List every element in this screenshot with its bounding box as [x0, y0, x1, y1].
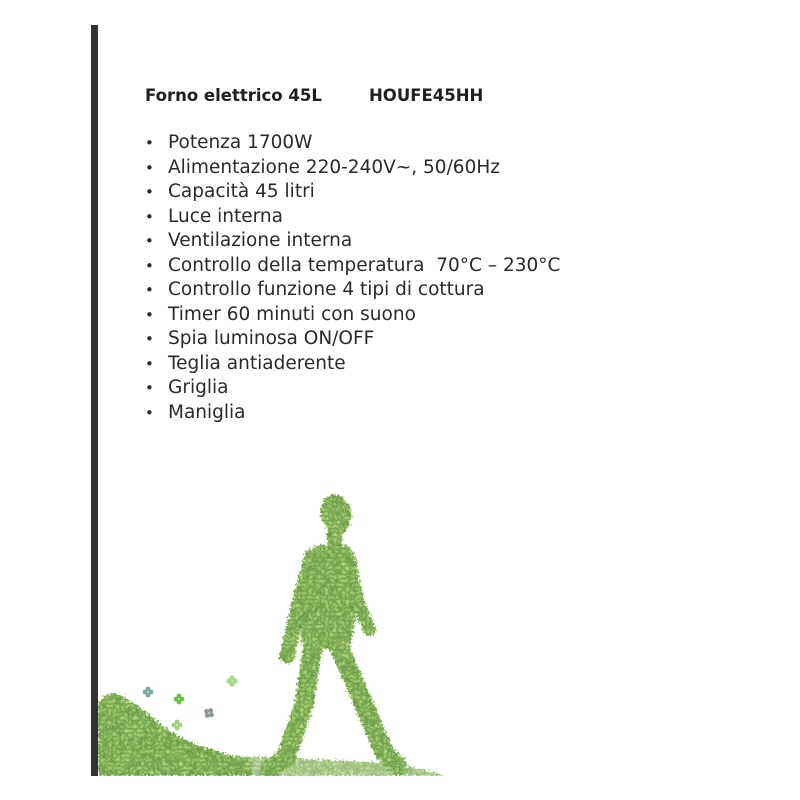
- feature-list: [145, 131, 560, 425]
- feature-text: Luce interna: [168, 205, 283, 227]
- feature-text: Timer 60 minuti con suono: [168, 303, 416, 325]
- clover-icon: [172, 720, 183, 731]
- bullet-icon: [145, 303, 155, 328]
- leaf-walker-illustration: [98, 470, 468, 776]
- model-code: HOUFE45HH: [369, 86, 484, 105]
- bullet-icon: [145, 131, 155, 156]
- figure-torso: [300, 545, 358, 650]
- bullet-icon: [145, 180, 155, 205]
- list-item: [145, 180, 560, 205]
- list-item: [145, 401, 560, 426]
- bullet-icon: [145, 327, 155, 352]
- feature-text: Potenza 1700W: [168, 132, 313, 153]
- feature-text: Griglia: [168, 377, 229, 398]
- bullet-icon: [145, 254, 155, 279]
- feature-text: Controllo della temperatura 70°C – 230°C: [168, 254, 561, 276]
- figure-neck: [327, 528, 342, 550]
- clover-icon: [143, 687, 154, 698]
- bullet-icon: [145, 376, 155, 401]
- feature-text: Alimentazione 220-240V~, 50/60Hz: [168, 156, 500, 178]
- list-item: [145, 278, 560, 303]
- bullet-icon: [145, 229, 155, 254]
- feature-text: Capacità 45 litri: [168, 181, 315, 202]
- bullet-icon: [145, 352, 155, 377]
- list-item: [145, 229, 560, 254]
- left-margin-bar: [91, 25, 98, 776]
- figure-back-arm: [287, 556, 312, 656]
- grass-strip: [150, 756, 446, 776]
- product-heading: [145, 86, 505, 106]
- clover-icon: [174, 694, 185, 705]
- list-item: [145, 376, 560, 401]
- list-item: [145, 303, 560, 328]
- feature-text: Spia luminosa ON/OFF: [168, 328, 375, 349]
- list-item: [145, 352, 560, 377]
- feature-text: Controllo funzione 4 tipi di cottura: [168, 279, 485, 300]
- bullet-icon: [145, 205, 155, 230]
- bullet-icon: [145, 278, 155, 303]
- bullet-icon: [145, 156, 155, 181]
- list-item: [145, 205, 560, 230]
- clover-icon: [226, 675, 237, 686]
- bush-mound: [98, 693, 252, 776]
- product-name: Forno elettrico 45L: [145, 86, 322, 105]
- list-item: [145, 254, 560, 279]
- figure-front-arm: [348, 556, 369, 630]
- feature-text: Teglia antiaderente: [168, 352, 346, 374]
- figure-front-leg: [336, 640, 398, 766]
- clover-icon: [201, 705, 216, 720]
- bullet-icon: [145, 401, 155, 426]
- figure-back-leg: [270, 640, 314, 770]
- feature-text: Ventilazione interna: [168, 230, 353, 251]
- list-item: [145, 131, 560, 156]
- list-item: [145, 327, 560, 352]
- feature-text: Maniglia: [168, 401, 246, 423]
- leaf-figure: [270, 491, 398, 770]
- list-item: [145, 156, 560, 181]
- figure-head: [317, 491, 355, 536]
